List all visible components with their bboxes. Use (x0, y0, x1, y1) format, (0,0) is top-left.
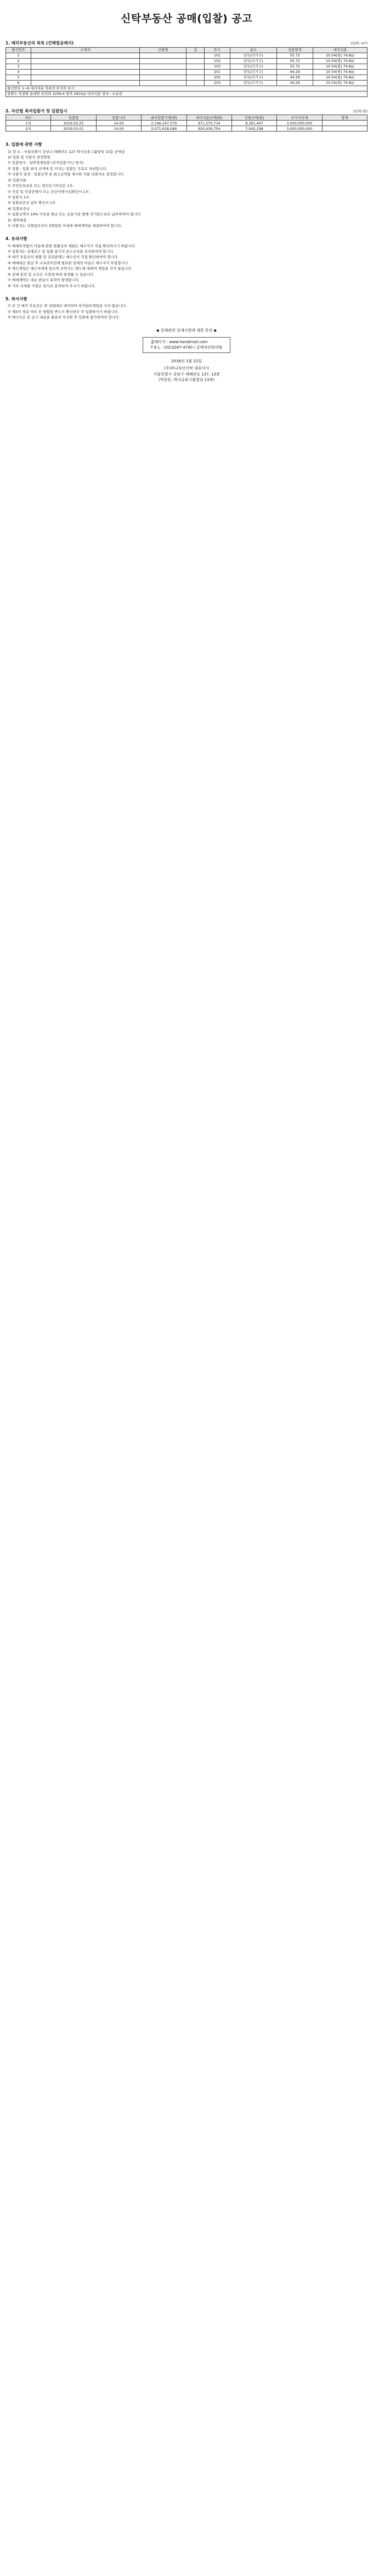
note-cell: 창원도 북창원 롯데면 삼강리 1259-4 임야 1915㎡ 대지지분 정리 : 소유권 (6, 91, 368, 96)
company-name: (주)하나자산신탁 대표이사 (163, 366, 210, 371)
paragraph: ④ 입찰보증금 납부 확인서 1부. (8, 201, 57, 206)
paragraph: ① 입찰금액의 10% 이상을 현금 또는 금융기관 발행 자기앞수표로 납부하여야 합니다. (8, 212, 142, 217)
section5-heading: 5. 특이사항 (5, 296, 27, 301)
col-area: 전용면적 (277, 47, 313, 53)
cell: 103 (205, 64, 230, 69)
paragraph: ① 낙찰자는 낙찰일로부터 3영업일 이내에 매매계약을 체결하여야 합니다. (8, 224, 122, 229)
bid-schedule-table (5, 115, 368, 132)
property-table (5, 47, 368, 97)
cell (187, 64, 205, 69)
table-row (6, 80, 368, 86)
section3-body (5, 150, 368, 229)
cell: 44.29 (277, 80, 313, 86)
cell: 2,196,247,579 (142, 121, 187, 126)
cell: 1차 (6, 121, 51, 126)
section3-heading: 3. 입찰에 관한 사항 (5, 142, 42, 147)
cell (187, 58, 205, 64)
paragraph: ① 본 건 매각 부동산은 현 상태대로 매각하며 하자담보책임을 지지 않습니다. (8, 304, 127, 309)
col-building-price: 건물금액(원) (231, 115, 276, 121)
paragraph: ② 입찰자는 공매공고 및 입찰 참가자 준수규칙을 숙지하여야 합니다. (8, 249, 114, 254)
cell: 201 (205, 69, 230, 75)
col-building: 건물명 (139, 47, 187, 53)
cell: 10.54(평) 74.8㎡ (313, 53, 368, 58)
section1-unit: (단위: m²) (351, 41, 368, 45)
table-note-row (6, 86, 368, 91)
phone-line: T E L : (02)3287-4700 / 공매자산관리팀 (150, 345, 223, 350)
paragraph: 4) 입찰보증금 (8, 206, 30, 211)
cell: 3,000,000,000 (277, 121, 322, 126)
paragraph: 5) 계약체결 (8, 218, 26, 223)
paragraph: ③ 매각 부동산의 현황 및 권리관계는 매수인이 직접 확인하여야 합니다. (8, 255, 119, 260)
col-min-price: 최저입찰가격(원) (142, 115, 187, 121)
cell: 단독(다가구) (230, 53, 277, 58)
cell: 55.72 (277, 58, 313, 64)
col-time: 입찰시간 (96, 115, 141, 121)
paragraph: ① 매매목적물의 이용에 관한 법률상의 제한은 매수자가 직접 확인하시기 바랍니다. (8, 243, 136, 248)
cell: 2016.02.25 (51, 121, 96, 126)
paragraph: ② 입찰 : 입찰 최저 금액에 못 미치는 입찰은 무효로 처리합니다. (8, 166, 108, 171)
paragraph: ② 제3자 점유 여부 등 현황을 반드시 확인하신 후 입찰하시기 바랍니다. (8, 309, 119, 314)
col-floor: 층 (187, 47, 205, 53)
cell: 202 (205, 75, 230, 80)
cell (139, 64, 187, 69)
paragraph: 2) 입찰 및 낙찰자 결정방법 (8, 155, 50, 159)
cell: 4 (6, 69, 31, 75)
cell: 14:00 (96, 121, 141, 126)
company-address-detail: (역삼동, 하나금융그룹빌딩 13층) (158, 378, 215, 383)
notice-date: 2016년 1월 22일 (171, 358, 202, 363)
cell: 55.72 (277, 64, 313, 69)
table-row (6, 69, 368, 75)
table-row (6, 58, 368, 64)
cell (322, 121, 367, 126)
cell: 단독(다가구) (230, 80, 277, 86)
property-table-header (6, 47, 368, 53)
cell: 44.29 (277, 75, 313, 80)
paragraph: ② 인감 및 인감증명서 또는 본인서명사실확인서 1부. (8, 189, 91, 194)
cell: 102 (205, 58, 230, 64)
paragraph: ① 입찰방식 : 일반경쟁입찰 (전자입찰 아닌 방식) (8, 161, 84, 166)
col-use: 용도 (230, 47, 277, 53)
cell: 6 (6, 80, 31, 86)
contact-box (143, 337, 231, 353)
col-date: 입찰일 (51, 115, 96, 121)
section4-body (5, 244, 368, 289)
paragraph: ③ 낙찰자 결정 : 입찰금액 중 최고금액을 제시한 자를 낙찰자로 결정합니다. (8, 172, 125, 177)
col-round: 차수 (6, 115, 51, 121)
cell (31, 75, 140, 80)
col-no: 물건번호 (6, 47, 31, 53)
cell: 44.29 (277, 69, 313, 75)
cell (139, 75, 187, 80)
col-unit: 호수 (205, 47, 230, 53)
cell: 203 (205, 80, 230, 86)
section2-heading: 2. 자산별 최저입찰가 및 입찰일시 (5, 108, 67, 113)
section5-body (5, 304, 368, 320)
paragraph: ③ 매수인은 본 공고 내용을 충분히 숙지한 후 입찰에 참가하여야 합니다. (8, 315, 120, 320)
col-land-share: 대지지분 (313, 47, 368, 53)
cell (31, 69, 140, 75)
cell: 2016.03.01 (51, 126, 96, 132)
paragraph: ⑦ 매매계약은 대금 완납시 효력이 발생합니다. (8, 278, 80, 283)
cell (31, 58, 140, 64)
cell: 2 (6, 58, 31, 64)
cell: 14:00 (96, 126, 141, 132)
cell: 8,361,447 (231, 121, 276, 126)
section4-heading: 4. 유의사항 (5, 236, 27, 242)
bid-table-header (6, 115, 368, 121)
cell (187, 80, 205, 86)
col-vat: 부가가치세 (277, 115, 322, 121)
paragraph: ④ 매매대금 완납 후 소유권이전에 필요한 일체의 비용은 매수자가 부담합니다. (8, 260, 129, 265)
cell (139, 53, 187, 58)
table-row (6, 53, 368, 58)
cell (139, 58, 187, 64)
cell: 5 (6, 75, 31, 80)
table-row (6, 121, 368, 126)
paragraph: ⑥ 공매 일정 및 조건은 사정에 따라 변경될 수 있습니다. (8, 272, 95, 277)
col-total: 합계 (322, 115, 367, 121)
footer (5, 328, 368, 383)
cell (139, 69, 187, 75)
cell: 10.54(평) 74.8㎡ (313, 58, 368, 64)
cell (322, 126, 367, 132)
cell: 10.54(평) 74.8㎡ (313, 80, 368, 86)
table-row (6, 75, 368, 80)
cell (31, 53, 140, 58)
paragraph: 3) 입찰서류 (8, 178, 26, 183)
cell: 101 (205, 53, 230, 58)
paragraph: 1) 장 소 : 서울특별시 강남구 테헤란로 127 하나금융그룹빌딩 13층 공매실 (8, 149, 125, 154)
cell: 3 (6, 64, 31, 69)
cell: 7,942,198 (231, 126, 276, 132)
paragraph: ③ 입찰서 1부. (8, 195, 31, 200)
cell: 1 (6, 53, 31, 58)
paragraph: ① 주민등록초본 또는 법인등기부등본 1부. (8, 184, 74, 189)
paragraph: ⑤ 명도책임은 매수자에게 있으며 신탁사는 명도에 대하여 책임을 지지 않습니다. (8, 266, 133, 271)
cell: 971,570,734 (187, 121, 231, 126)
cell: 단독(다가구) (230, 58, 277, 64)
cell (187, 69, 205, 75)
section2-unit: (단위:원) (353, 109, 368, 113)
cell: 단독(다가구) (230, 69, 277, 75)
cell: 2,071,618,048 (142, 126, 187, 132)
page-title: 신탁부동산 공매(입찰) 공고 (121, 13, 252, 25)
cell (31, 80, 140, 86)
cell: 단독(다가구) (230, 64, 277, 69)
cell: 920,439,754 (187, 126, 231, 132)
cell: 10.54(평) 74.8㎡ (313, 64, 368, 69)
table-row (6, 64, 368, 69)
cell (187, 75, 205, 80)
website-line: 홈페이지 : www.hanatrust.com (150, 339, 208, 344)
cell: 단독(다가구) (230, 75, 277, 80)
cell (187, 53, 205, 58)
cell: 10.54(평) 74.8㎡ (313, 75, 368, 80)
table-note-row (6, 91, 368, 96)
cell (31, 64, 140, 69)
section1-heading: 1. 매각부동산의 목록 (건택법공매지) (5, 40, 74, 45)
cell: 3,000,000,000 (277, 126, 322, 132)
cell (139, 80, 187, 86)
col-land-price: 대지지분금액(원) (187, 115, 231, 121)
company-address: 서울특별시 강남구 테헤란로 127, 13층 (153, 372, 220, 377)
contact-heading: ◆ 공매관련 상세사항에 대한 문의 ◆ (156, 328, 217, 333)
col-address: 소재지 (31, 47, 140, 53)
table-row (6, 126, 368, 132)
notice-page (5, 0, 368, 383)
paragraph: ⑧ 기타 자세한 사항은 당사로 문의하여 주시기 바랍니다. (8, 283, 96, 288)
note-cell: 물건번호 1~6 대지지분 목록의 토지의 표시 (6, 86, 368, 91)
cell: 10.54(평) 74.8㎡ (313, 69, 368, 75)
cell: 2차 (6, 126, 51, 132)
cell: 55.72 (277, 53, 313, 58)
